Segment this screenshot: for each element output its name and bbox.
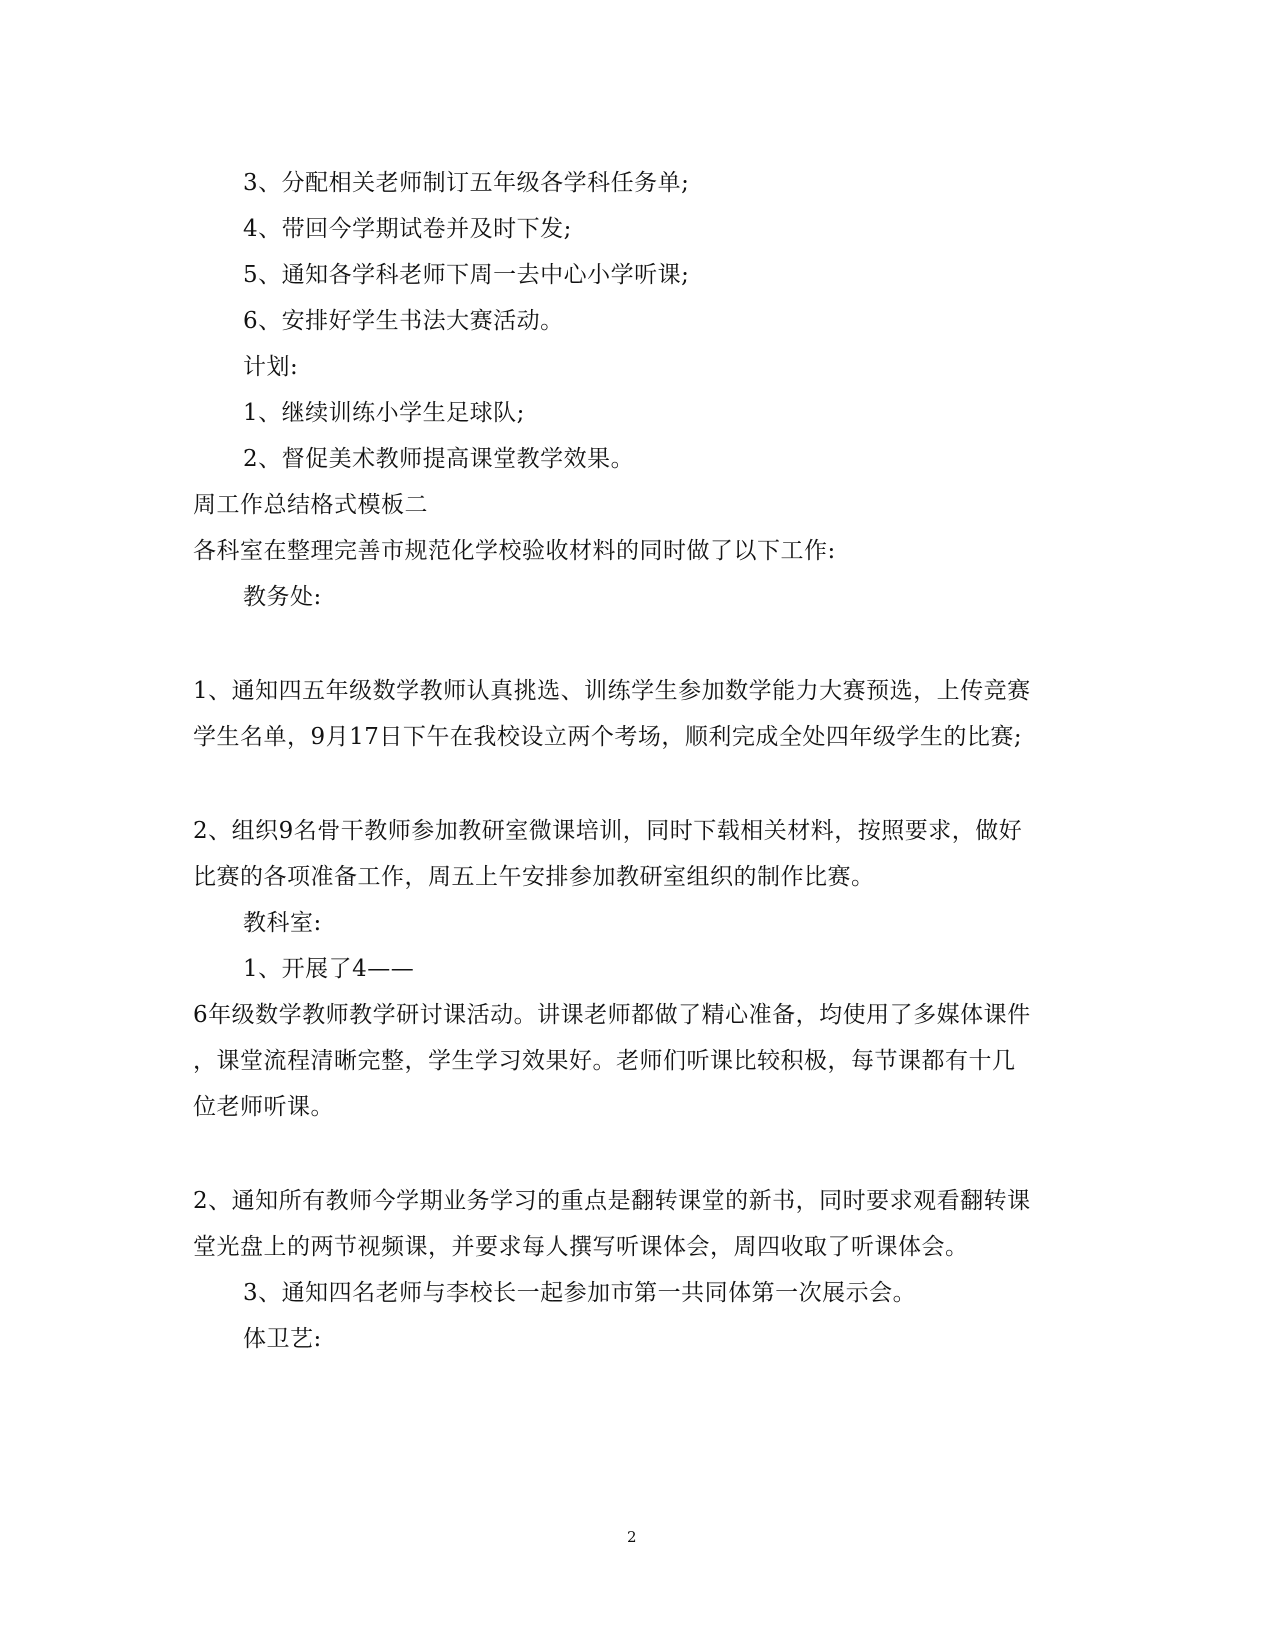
heading-template-two: 周工作总结格式模板二 — [193, 492, 428, 518]
text-line-research-1c: ，课堂流程清晰完整，学生学习效果好。老师们听课比较积极，每节课都有十几 — [193, 1048, 1016, 1074]
text-line-research-2b: 堂光盘上的两节视频课，并要求每人撰写听课体会，周四收取了听课体会。 — [193, 1234, 969, 1260]
text-line-academic-2b: 比赛的各项准备工作，周五上午安排参加教研室组织的制作比赛。 — [193, 864, 875, 890]
text-line-task-6: 6、安排好学生书法大赛活动。 — [243, 308, 564, 334]
text-line-task-5: 5、通知各学科老师下周一去中心小学听课; — [243, 262, 690, 288]
section-label-research-office: 教科室: — [243, 910, 322, 936]
text-line-academic-2a: 2、组织9名骨干教师参加教研室微课培训，同时下载相关材料，按照要求，做好 — [193, 818, 1023, 844]
section-label-sports-health-arts: 体卫艺: — [243, 1326, 322, 1352]
section-label-plan: 计划: — [243, 354, 299, 380]
text-line-research-3: 3、通知四名老师与李校长一起参加市第一共同体第一次展示会。 — [243, 1280, 917, 1306]
text-line-research-1b: 6年级数学教师教学研讨课活动。讲课老师都做了精心准备，均使用了多媒体课件 — [193, 1002, 1031, 1028]
text-line-intro: 各科室在整理完善市规范化学校验收材料的同时做了以下工作: — [193, 538, 836, 564]
section-label-academic-affairs: 教务处: — [243, 584, 322, 610]
text-line-task-4: 4、带回今学期试卷并及时下发; — [243, 216, 572, 242]
text-line-research-1a: 1、开展了4—— — [243, 956, 415, 982]
text-line-plan-2: 2、督促美术教师提高课堂教学效果。 — [243, 446, 635, 472]
text-line-research-2a: 2、通知所有教师今学期业务学习的重点是翻转课堂的新书，同时要求观看翻转课 — [193, 1188, 1031, 1214]
page-number: 2 — [627, 1528, 637, 1546]
text-line-academic-1b: 学生名单，9月17日下午在我校设立两个考场，顺利完成全处四年级学生的比赛; — [193, 724, 1023, 750]
text-line-academic-1a: 1、通知四五年级数学教师认真挑选、训练学生参加数学能力大赛预选，上传竞赛 — [193, 678, 1031, 704]
text-line-research-1d: 位老师听课。 — [193, 1094, 334, 1120]
text-line-plan-1: 1、继续训练小学生足球队; — [243, 400, 525, 426]
text-line-task-3: 3、分配相关老师制订五年级各学科任务单; — [243, 170, 690, 196]
